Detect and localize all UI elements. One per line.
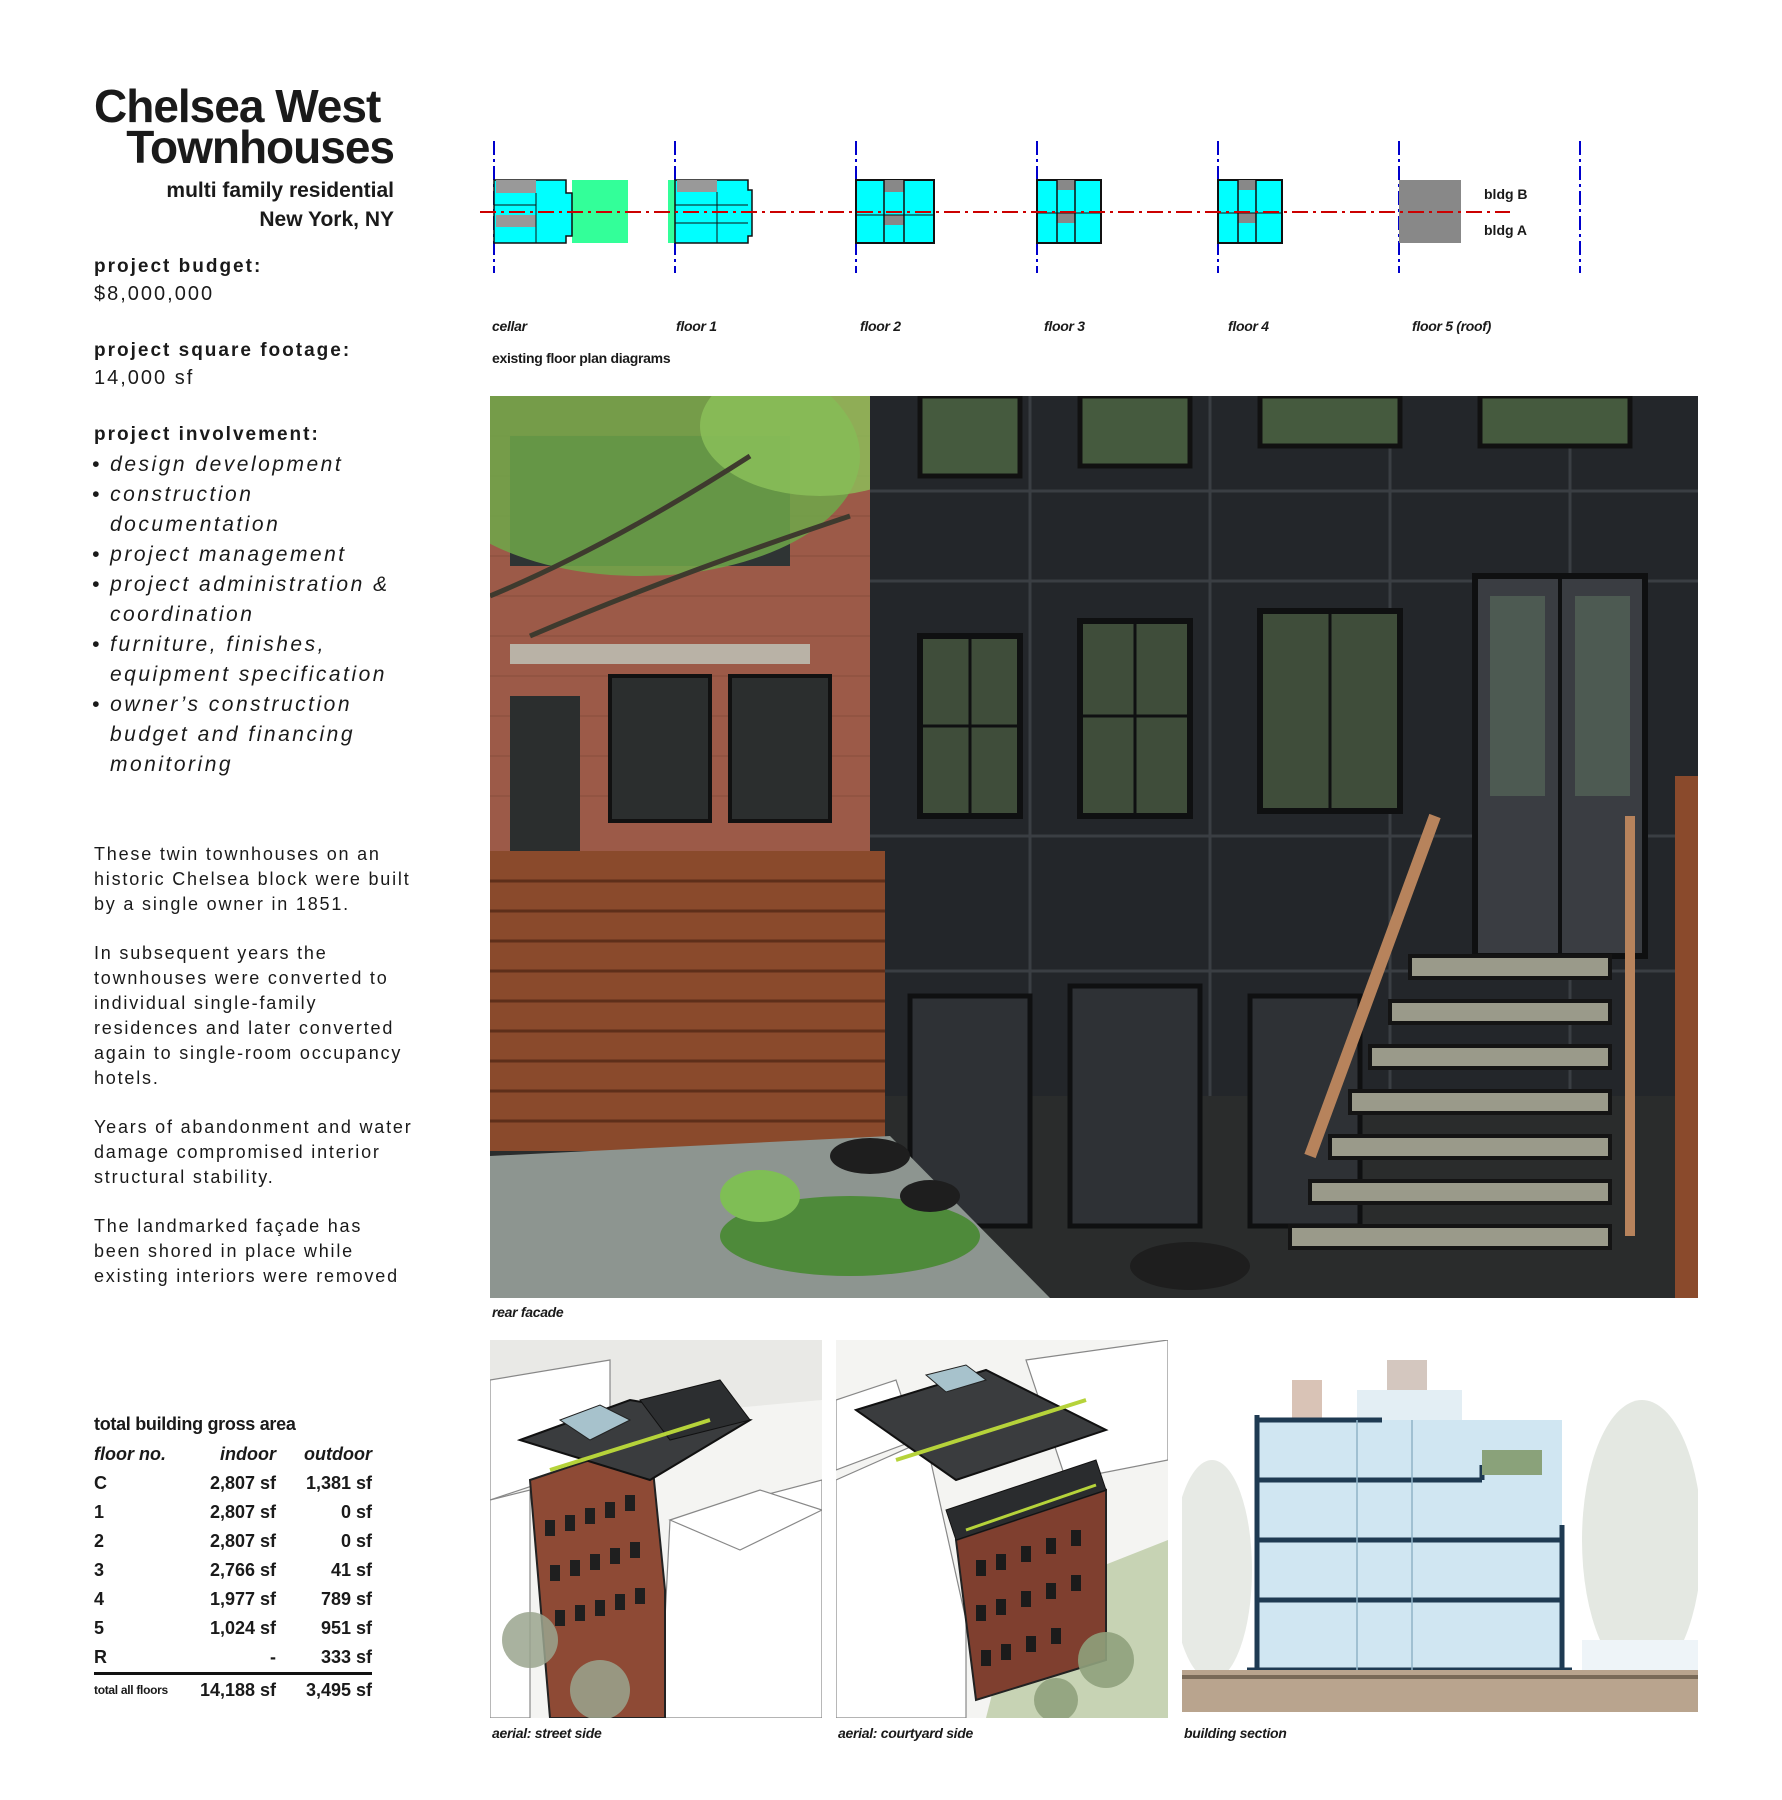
description-paragraph: The landmarked façade has been shored in place while existing interiors were removed <box>94 1216 399 1286</box>
floor-cell: 1 <box>94 1502 105 1522</box>
bldg-a-label: bldg A <box>1484 222 1528 238</box>
involvement-item: • project management <box>92 543 347 566</box>
square-footage-label: project square footage: <box>94 340 352 361</box>
table-row <box>94 1469 372 1498</box>
area-table-title: total building gross area <box>94 1414 296 1434</box>
indoor-cell: 2,807 sf <box>209 1502 276 1522</box>
outdoor-cell: 1,381 sf <box>305 1473 372 1493</box>
outdoor-cell: 0 sf <box>340 1502 372 1522</box>
involvement-item: • furniture, finishes, equipment specification <box>92 633 387 686</box>
diagram-caption: existing floor plan diagrams <box>492 350 671 366</box>
subtitle-type: multi family residential <box>166 179 394 202</box>
indoor-cell: - <box>270 1647 276 1667</box>
label-floor-5-roof: floor 5 (roof) <box>1412 318 1492 334</box>
table-header-row <box>94 1440 372 1469</box>
title-line-1: Chelsea West <box>94 80 381 132</box>
project-title <box>60 80 394 173</box>
indoor-cell: 1,977 sf <box>209 1589 276 1609</box>
label-floor-2: floor 2 <box>860 318 901 334</box>
rear-facade-photo <box>490 396 1698 1298</box>
bldg-b-label: bldg B <box>1484 186 1528 202</box>
floor-cell: 5 <box>94 1618 105 1638</box>
description-paragraph: In subsequent years the townhouses were converted to individual single-family residences and later converted again to single-room occupancy hotels. <box>94 943 403 1088</box>
square-footage-value: 14,000 sf <box>94 367 195 389</box>
total-label: total all floors <box>94 1674 194 1706</box>
col-header-indoor: indoor <box>220 1444 276 1464</box>
floor-cell: 4 <box>94 1589 105 1609</box>
project-description <box>94 842 414 1313</box>
budget-value: $8,000,000 <box>94 283 215 305</box>
description-paragraph: These twin townhouses on an historic Chelsea block were built by a single owner in 1851. <box>94 844 411 914</box>
outdoor-cell: 333 sf <box>320 1647 372 1667</box>
outdoor-cell: 789 sf <box>320 1589 372 1609</box>
floor-cell: 2 <box>94 1531 105 1551</box>
area-table <box>94 1440 372 1705</box>
aerial-courtyard-side-render <box>836 1340 1168 1718</box>
table-row <box>94 1614 372 1643</box>
outdoor-cell: 0 sf <box>340 1531 372 1551</box>
indoor-cell: 2,807 sf <box>209 1473 276 1493</box>
subtitle-location: New York, NY <box>259 208 394 231</box>
outdoor-cell: 41 sf <box>330 1560 372 1580</box>
involvement-item: • project administration & coordination <box>92 573 390 626</box>
table-row <box>94 1527 372 1556</box>
floor-cell: 3 <box>94 1560 105 1580</box>
involvement-item: • owner’s construction budget and financing monitoring <box>92 693 355 776</box>
plan-floor-1 <box>668 180 752 243</box>
table-row <box>94 1585 372 1614</box>
floor-cell: R <box>94 1647 107 1667</box>
label-floor-4: floor 4 <box>1228 318 1269 334</box>
title-line-2: Townhouses <box>126 121 394 173</box>
table-row <box>94 1498 372 1527</box>
table-row <box>94 1643 372 1674</box>
total-outdoor: 3,495 sf <box>276 1674 372 1706</box>
involvement-item: • construction documentation <box>92 483 281 536</box>
floor-plan-diagram <box>480 135 1610 275</box>
aerial-street-side-render <box>490 1340 822 1718</box>
label-floor-3: floor 3 <box>1044 318 1085 334</box>
label-cellar: cellar <box>492 318 527 334</box>
involvement-item: • design development <box>92 453 344 476</box>
involvement-label: project involvement: <box>94 424 320 445</box>
aerial-courtyard-caption: aerial: courtyard side <box>838 1725 974 1741</box>
col-header-floor: floor no. <box>94 1444 166 1464</box>
col-header-outdoor: outdoor <box>304 1444 372 1464</box>
building-section-drawing <box>1182 1340 1698 1712</box>
project-subtitle <box>60 176 394 234</box>
indoor-cell: 2,807 sf <box>209 1531 276 1551</box>
outdoor-cell: 951 sf <box>320 1618 372 1638</box>
budget-label: project budget: <box>94 256 263 277</box>
involvement-list <box>92 450 412 780</box>
table-row <box>94 1556 372 1585</box>
table-total-row <box>94 1674 372 1706</box>
indoor-cell: 2,766 sf <box>209 1560 276 1580</box>
indoor-cell: 1,024 sf <box>209 1618 276 1638</box>
label-floor-1: floor 1 <box>676 318 717 334</box>
building-section-caption: building section <box>1184 1725 1287 1741</box>
description-paragraph: Years of abandonment and water damage compromised interior structural stability. <box>94 1117 413 1187</box>
aerial-street-caption: aerial: street side <box>492 1725 602 1741</box>
rear-facade-caption: rear facade <box>492 1304 564 1320</box>
total-indoor: 14,188 sf <box>194 1674 276 1706</box>
floor-cell: C <box>94 1473 107 1493</box>
